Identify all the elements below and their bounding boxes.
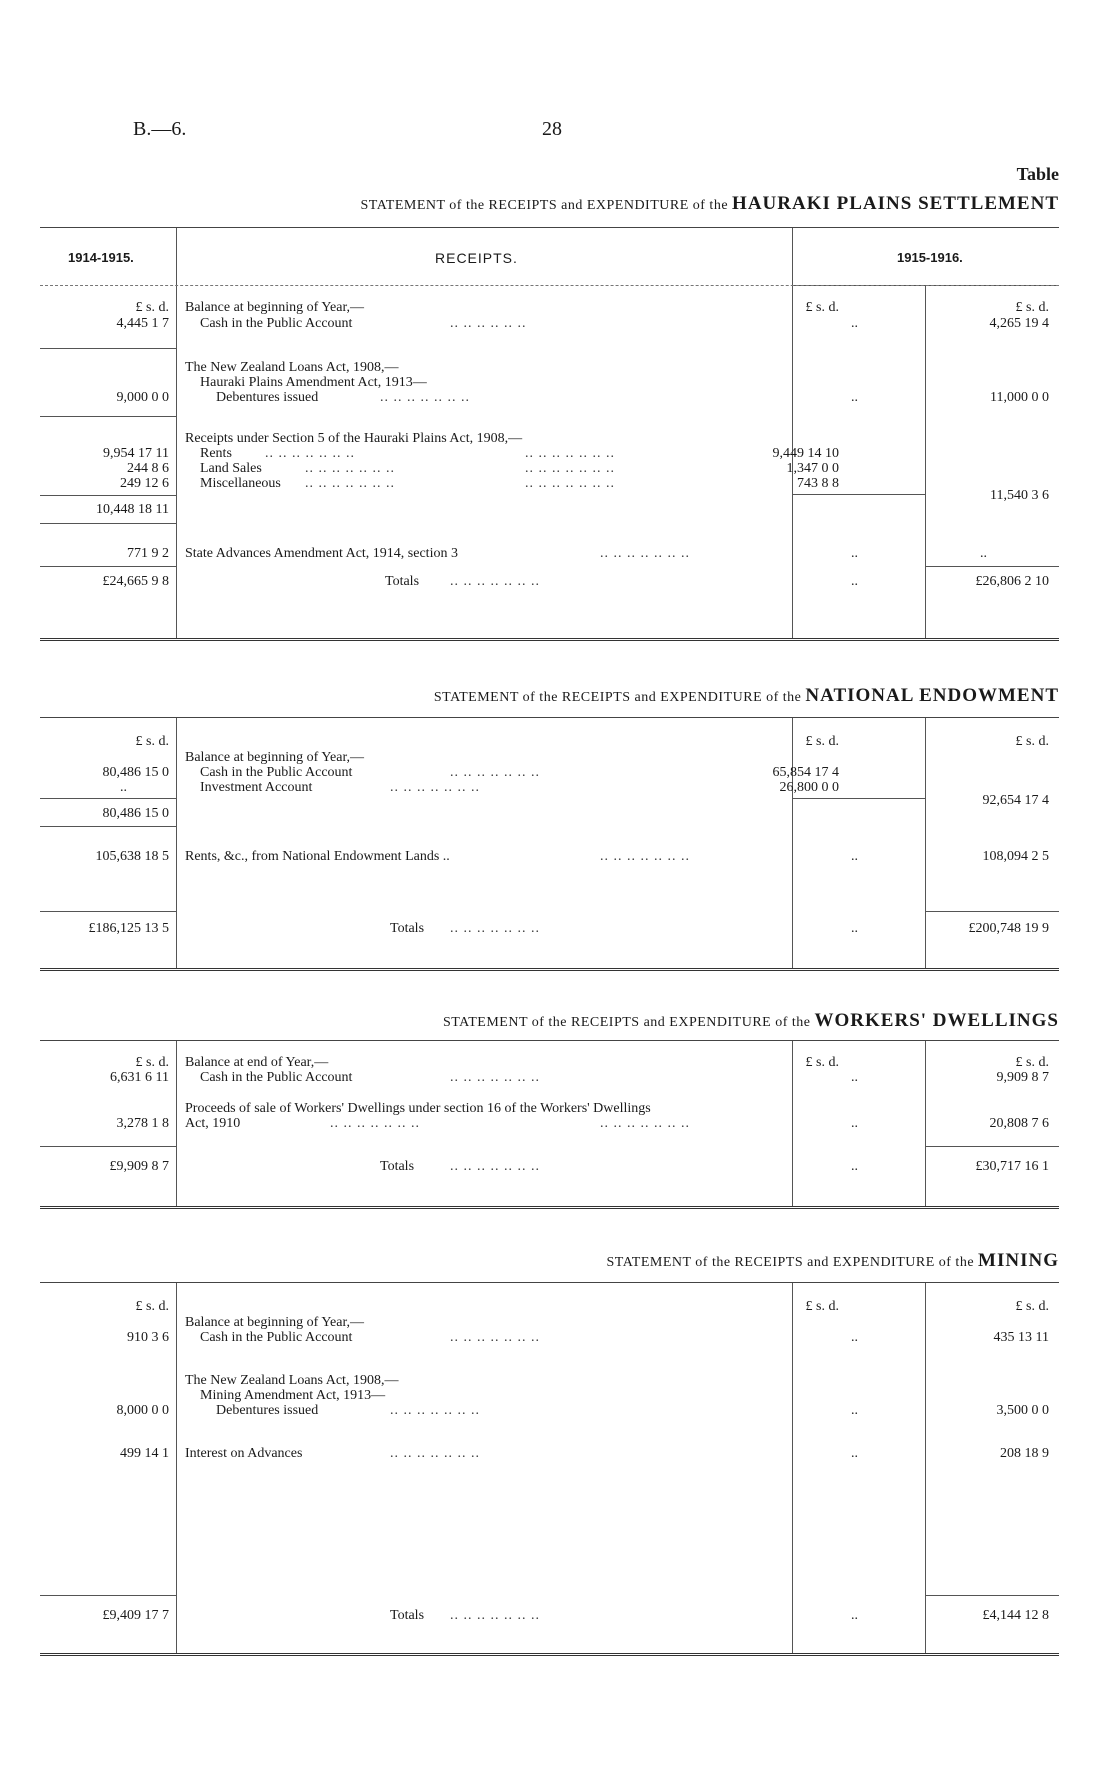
totals-label: Totals [390,921,425,936]
row-sublabel: Mining Amendment Act, 1913— [200,1388,386,1403]
units-right: £ s. d. [1015,300,1049,315]
amount-mid: .. [851,1446,858,1461]
total-prev: £9,909 8 7 [109,1159,169,1174]
row-label: Proceeds of sale of Workers' Dwellings under section 16 of the Workers' Dwellings [185,1101,651,1116]
amount-prev: 105,638 18 5 [95,849,169,864]
document-reference: B.—6. [133,118,187,140]
units-mid: £ s. d. [805,300,839,315]
units-mid: £ s. d. [805,1055,839,1070]
row-label: Balance at beginning of Year,— [185,300,365,315]
workers-section [40,1010,1059,1215]
total-right: £26,806 2 10 [975,574,1049,589]
row-label: Rents, &c., from National Endowment Lands .. [185,849,450,864]
amount-mid: .. [851,316,858,331]
amount-mid: 1,347 0 0 [786,461,839,476]
row-sublabel: Cash in the Public Account [200,1330,353,1345]
units-prev: £ s. d. [135,1055,169,1070]
amount-prev: 8,000 0 0 [116,1403,169,1418]
units-prev: £ s. d. [135,1299,169,1314]
national-table: £ s. d. £ s. d. £ s. d. Balance at beginning of Year,— Cash in the Public Account .. .. .. .. .. .. .. 80,486 15 0 65,854 17 4 Investment Account .. .. .. .. .. .. .. .. 26,800 0 0 92,654 17 4 80,486 15 0 105,638 18 5 Rents, &c., from National Endowment Lands .. .. .. .. .. .. .. .. .. 108,094 2 5 £186,125 13 5 Totals .. .. .. .. .. .. .. .. £200,748 19 9 [40,717,1059,971]
amount-prev: 9,000 0 0 [116,390,169,405]
row-sublabel: Miscellaneous [200,476,281,491]
row-label: Balance at beginning of Year,— [185,750,365,765]
workers-title: STATEMENT of the RECEIPTS and EXPENDITURE of the WORKERS' DWELLINGS [442,1010,1059,1031]
amount-mid: .. [851,1403,858,1418]
national-section [40,685,1059,975]
amount-right: 4,265 19 4 [989,316,1049,331]
amount-mid: 65,854 17 4 [772,765,839,780]
row-sublabel: Debentures issued [216,390,319,405]
units-prev: £ s. d. [135,300,169,315]
row-label: The New Zealand Loans Act, 1908,— [185,1373,399,1388]
total-right: £30,717 16 1 [975,1159,1049,1174]
hauraki-title: STATEMENT of the RECEIPTS and EXPENDITURE of the HAURAKI PLAINS SETTLEMENT [360,193,1059,214]
amount-prev: 499 14 1 [120,1446,169,1461]
row-sublabel: Cash in the Public Account [200,765,353,780]
totals-label: Totals [385,574,420,589]
row-label: Interest on Advances [185,1446,303,1461]
row-sublabel: Investment Account [200,780,313,795]
workers-table: £ s. d. £ s. d. £ s. d. Balance at end of Year,— Cash in the Public Account .. .. .. .. .. .. .. 6,631 6 11 .. 9,909 8 7 Proceeds of sale of Workers' Dwellings under section 16 of the Workers' Dwellings Act, 1910 .. .. .. .. .. .. .. .. .. .. .. .. .. .. 3,278 1 8 .. 20,808 7 6 £9,909 8 7 Totals .. .. .. .. .. .. .. .. £30,717 16 1 [40,1040,1059,1209]
national-title: STATEMENT of the RECEIPTS and EXPENDITURE of the NATIONAL ENDOWMENT [433,685,1059,706]
total-right: £4,144 12 8 [982,1608,1049,1623]
hauraki-section [40,193,1059,643]
row-sublabel: Hauraki Plains Amendment Act, 1913— [200,375,427,390]
total-prev: £9,409 17 7 [102,1608,169,1623]
amount-right: 108,094 2 5 [982,849,1049,864]
total-prev: £186,125 13 5 [88,921,169,936]
amount-prev: 80,486 15 0 [102,765,169,780]
amount-mid: .. [851,1116,858,1131]
amount-prev: 771 9 2 [127,546,169,561]
row-sublabel: Debentures issued [216,1403,319,1418]
total-prev: £24,665 9 8 [102,574,169,589]
amount-mid: 26,800 0 0 [779,780,839,795]
amount-mid: 9,449 14 10 [772,446,839,461]
amount-right: 435 13 11 [993,1330,1049,1345]
amount-mid: .. [851,390,858,405]
units-prev: £ s. d. [135,734,169,749]
row-label: Balance at beginning of Year,— [185,1315,365,1330]
amount-prev: 4,445 1 7 [116,316,169,331]
amount-mid: .. [851,1608,858,1623]
row-sublabel: Rents [200,446,232,461]
amount-mid: .. [851,921,858,936]
amount-prev: 249 12 6 [120,476,169,491]
subtotal-prev: 80,486 15 0 [102,806,169,821]
units-right: £ s. d. [1015,1055,1049,1070]
row-sublabel: Land Sales [200,461,262,476]
amount-mid: .. [851,546,858,561]
amount-right: 9,909 8 7 [996,1070,1049,1085]
units-right: £ s. d. [1015,1299,1049,1314]
amount-right: .. [980,546,987,561]
amount-right: 11,540 3 6 [990,488,1049,503]
units-right: £ s. d. [1015,734,1049,749]
page-number: 28 [542,118,562,140]
col-receipts: RECEIPTS. [435,250,518,266]
amount-mid: .. [851,849,858,864]
amount-right: 20,808 7 6 [989,1116,1049,1131]
amount-right: 11,000 0 0 [990,390,1049,405]
amount-prev: 6,631 6 11 [110,1070,169,1085]
units-mid: £ s. d. [805,734,839,749]
amount-mid: .. [851,574,858,589]
amount-right: 208 18 9 [1000,1446,1049,1461]
subtotal-prev: 10,448 18 11 [96,502,169,517]
mining-table: £ s. d. £ s. d. £ s. d. Balance at beginning of Year,— Cash in the Public Account .. .. .. .. .. .. .. 910 3 6 .. 435 13 11 The New Zealand Loans Act, 1908,— Mining Amendment Act, 1913— Debentures issued .. .. .. .. .. .. .. 8,000 0 0 .. 3,500 0 0 499 14 1 Interest on Advances .. .. .. .. .. .. .. .. 208 18 9 £9,409 17 7 Totals .. .. .. .. .. .. .. .. £4,144 12 8 [40,1282,1059,1656]
hauraki-table: 1914-1915. RECEIPTS. 1915-1916. £ s. d. £ s. d. £ s. d. 4,445 1 7 Balance at beginning of Year,— Cash in the Public Account .. .. .. .. .. .. .. 4,265 19 4 The New Zealand Loans Act, 1908,— Hauraki Plains Amendment Act, 1913— Debentures issued .. .. .. .. .. .. .. 9,000 0 0 .. 11,000 0 0 Receipts under Section 5 of the Hauraki Plains Act, 1908,— Rents .. .. .. .. .. .. .. .. .. .. .. .. .. .. 9,954 17 11 9,449 14 10 Land Sales .. .. .. .. .. .. .. .. .. .. .. .. .. .. 244 8 6 1,347 0 0 Miscellaneous .. .. .. .. .. .. .. .. .. .. .. .. .. .. 249 12 6 743 8 8 11,540 3 6 10,448 18 11 771 9 2 State Advances Amendment Act, 1914, section 3 .. .. .. .. .. .. .. .. .. £24,665 9 8 Totals .. .. .. .. .. .. .. .. £26,806 2 10 [40,227,1059,641]
amount-prev: 9,954 17 11 [103,446,169,461]
totals-label: Totals [380,1159,415,1174]
row-sublabel: Cash in the Public Account [200,1070,353,1085]
row-label: The New Zealand Loans Act, 1908,— [185,360,399,375]
row-sublabel: Act, 1910 [185,1116,241,1131]
col-1914-1915: 1914-1915. [68,250,134,265]
amount-mid: .. [851,1070,858,1085]
row-label: State Advances Amendment Act, 1914, section 3 [185,546,458,561]
amount-prev: 3,278 1 8 [116,1116,169,1131]
mining-title: STATEMENT of the RECEIPTS and EXPENDITURE of the MINING [606,1250,1059,1271]
row-label: Balance at end of Year,— [185,1055,329,1070]
amount-mid: .. [851,1330,858,1345]
table-label: Table [1016,164,1059,184]
amount-mid: .. [851,1159,858,1174]
units-mid: £ s. d. [805,1299,839,1314]
col-1915-1916: 1915-1916. [897,250,963,265]
total-right: £200,748 19 9 [968,921,1049,936]
amount-prev: .. [120,780,127,795]
amount-right: 3,500 0 0 [996,1403,1049,1418]
amount-mid: 743 8 8 [797,476,839,491]
mining-section [40,1250,1059,1670]
row-label: Receipts under Section 5 of the Hauraki Plains Act, 1908,— [185,431,523,446]
totals-label: Totals [390,1608,425,1623]
row-sublabel: Cash in the Public Account [200,316,353,331]
amount-right: 92,654 17 4 [982,793,1049,808]
amount-prev: 910 3 6 [127,1330,169,1345]
amount-prev: 244 8 6 [127,461,169,476]
